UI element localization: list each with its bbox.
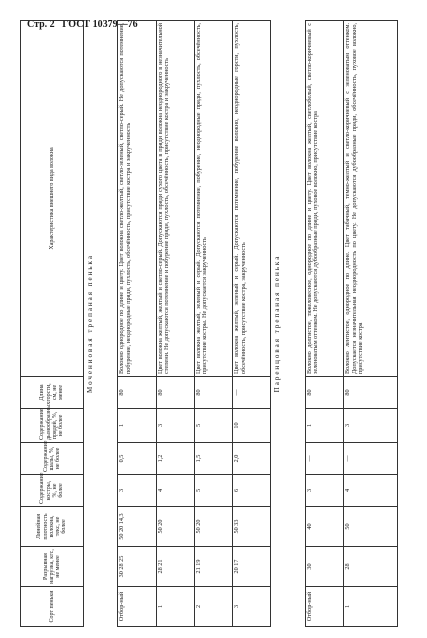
section-title-row — [84, 21, 118, 627]
cell-load: 28 21 — [156, 547, 194, 587]
cell-kostra: 6 — [233, 475, 271, 507]
cell-desc: Волокно лентистое, однородное по длине. Цвет табачный, темно-желтый и светло-коричневый с зеленоватым оттенком. Допускается незначительная неоднородность по цвету. Не допускаются дубообразные пряди, обсечённость, пуховое волокно, присутствие костра — [344, 21, 398, 377]
col-load: Разрывная нагрузка, кгс, не менее — [21, 547, 84, 587]
col-grade: Сорт пеньки — [21, 587, 84, 627]
cell-kostra: 5 — [194, 475, 232, 507]
cell-grade: 2 — [194, 587, 232, 627]
cell-length: 80 — [344, 377, 398, 409]
cell-kostra: 3 — [118, 475, 156, 507]
cell-grade: 3 — [233, 587, 271, 627]
cell-smoke: 3 — [156, 409, 194, 443]
cell-smoke: 1 — [305, 409, 343, 443]
cell-length: — — [233, 377, 271, 409]
cell-density: 50 20 14,3 — [118, 507, 156, 547]
cell-desc: Цвет волокна желтый, зеленый и серый. Допускаются потемнение, побурение, неоднородные пряди, пухлость, обсечённость, присутствие костры. Не допускается закрученность — [194, 21, 232, 377]
cell-smoke: 3 — [344, 409, 398, 443]
table-body — [84, 21, 398, 627]
cell-density: 50 20 — [194, 507, 232, 547]
table-row — [233, 21, 271, 627]
standard-number: ГОСТ 10379—76 — [62, 19, 138, 30]
cell-shala: — — [305, 443, 343, 475]
cell-length: 80 — [194, 377, 232, 409]
quality-table — [20, 20, 398, 627]
cell-length: 80 — [118, 377, 156, 409]
header-row — [21, 21, 84, 627]
cell-load: 30 — [305, 547, 343, 587]
col-density: Линейная плотность волокна, текс, не более — [21, 507, 84, 547]
cell-desc: Цвет волокна желтый, зеленый и серый. Допускаются потемнение, побурение волокно, неоднородные горсти, пухлость, обсечённость, присутствие костра, закрученность — [233, 21, 271, 377]
col-description: Характеристика внешнего вида волокна — [21, 21, 84, 377]
cell-kostra: 4 — [344, 475, 398, 507]
table-row — [118, 21, 156, 627]
col-smoke: Содержание дымообразных прядей, %, не более — [21, 409, 84, 443]
cell-smoke: 10 — [233, 409, 271, 443]
cell-grade: Отбор-ный — [305, 587, 343, 627]
page-number: Стр. 2 — [27, 19, 55, 30]
cell-kostra: 4 — [156, 475, 194, 507]
table-row — [305, 21, 343, 627]
cell-load: 30 28 25 — [118, 547, 156, 587]
cell-smoke: 1 — [118, 409, 156, 443]
table-row — [156, 21, 194, 627]
cell-kostra: 3 — [305, 475, 343, 507]
cell-length: 80 — [156, 377, 194, 409]
cell-density: 50 20 — [156, 507, 194, 547]
col-length: Длина горсти, см, не менее — [21, 377, 84, 409]
cell-load: 28 — [344, 547, 398, 587]
cell-load: 20 17 — [233, 547, 271, 587]
section-title: Мочениовая трепаная пенька — [84, 21, 118, 627]
cell-shala: 1,2 — [156, 443, 194, 475]
rotated-table-container — [20, 20, 398, 627]
cell-desc: Волокно долгистое, тяжеловесное, однородное по длине и цвету. Цвет волокна желтый, светлобелый, светло-коричневый с зеленоватым оттенком. Не допускаются дубообразные пряди, пуховое волокно, присутствие костра — [305, 21, 343, 377]
cell-shala: 2,0 — [233, 443, 271, 475]
cell-desc: Цвет волокна желтый, желтый и светло-серый. Допускаются пряди сухого цвета в пряди волокна неоднородного в незначительной степени. Не допускаются потемнение и побурение пряди, пухлость, обсечённость, присутствие костра и закрученность — [156, 21, 194, 377]
cell-shala: 1,5 — [194, 443, 232, 475]
table-row — [194, 21, 232, 627]
table-row — [344, 21, 398, 627]
section-title: Паренцовая трепаная пенька — [271, 21, 305, 627]
cell-grade: 1 — [156, 587, 194, 627]
cell-density: 40 — [305, 507, 343, 547]
col-shala: Содержание шалы, %, не более — [21, 443, 84, 475]
cell-grade: Отбор-ный — [118, 587, 156, 627]
cell-grade: 1 — [344, 587, 398, 627]
cell-desc: Волокно однородное по длине и цвету. Цвет волокна светло-желтый, светло-зеленый, светло-серый. Не допускаются потемнение, побурение, неоднородные пряди, пухлость, обсечённость, присутствие костра и закрученность — [118, 21, 156, 377]
cell-smoke: 5 — [194, 409, 232, 443]
cell-load: 21 19 — [194, 547, 232, 587]
cell-density: 50 33 — [233, 507, 271, 547]
cell-shala: 0,5 — [118, 443, 156, 475]
cell-length: 80 — [305, 377, 343, 409]
section-title-row — [271, 21, 305, 627]
cell-density: 50 — [344, 507, 398, 547]
cell-shala: — — [344, 443, 398, 475]
col-kostra: Содержание костры, %, не более — [21, 475, 84, 507]
